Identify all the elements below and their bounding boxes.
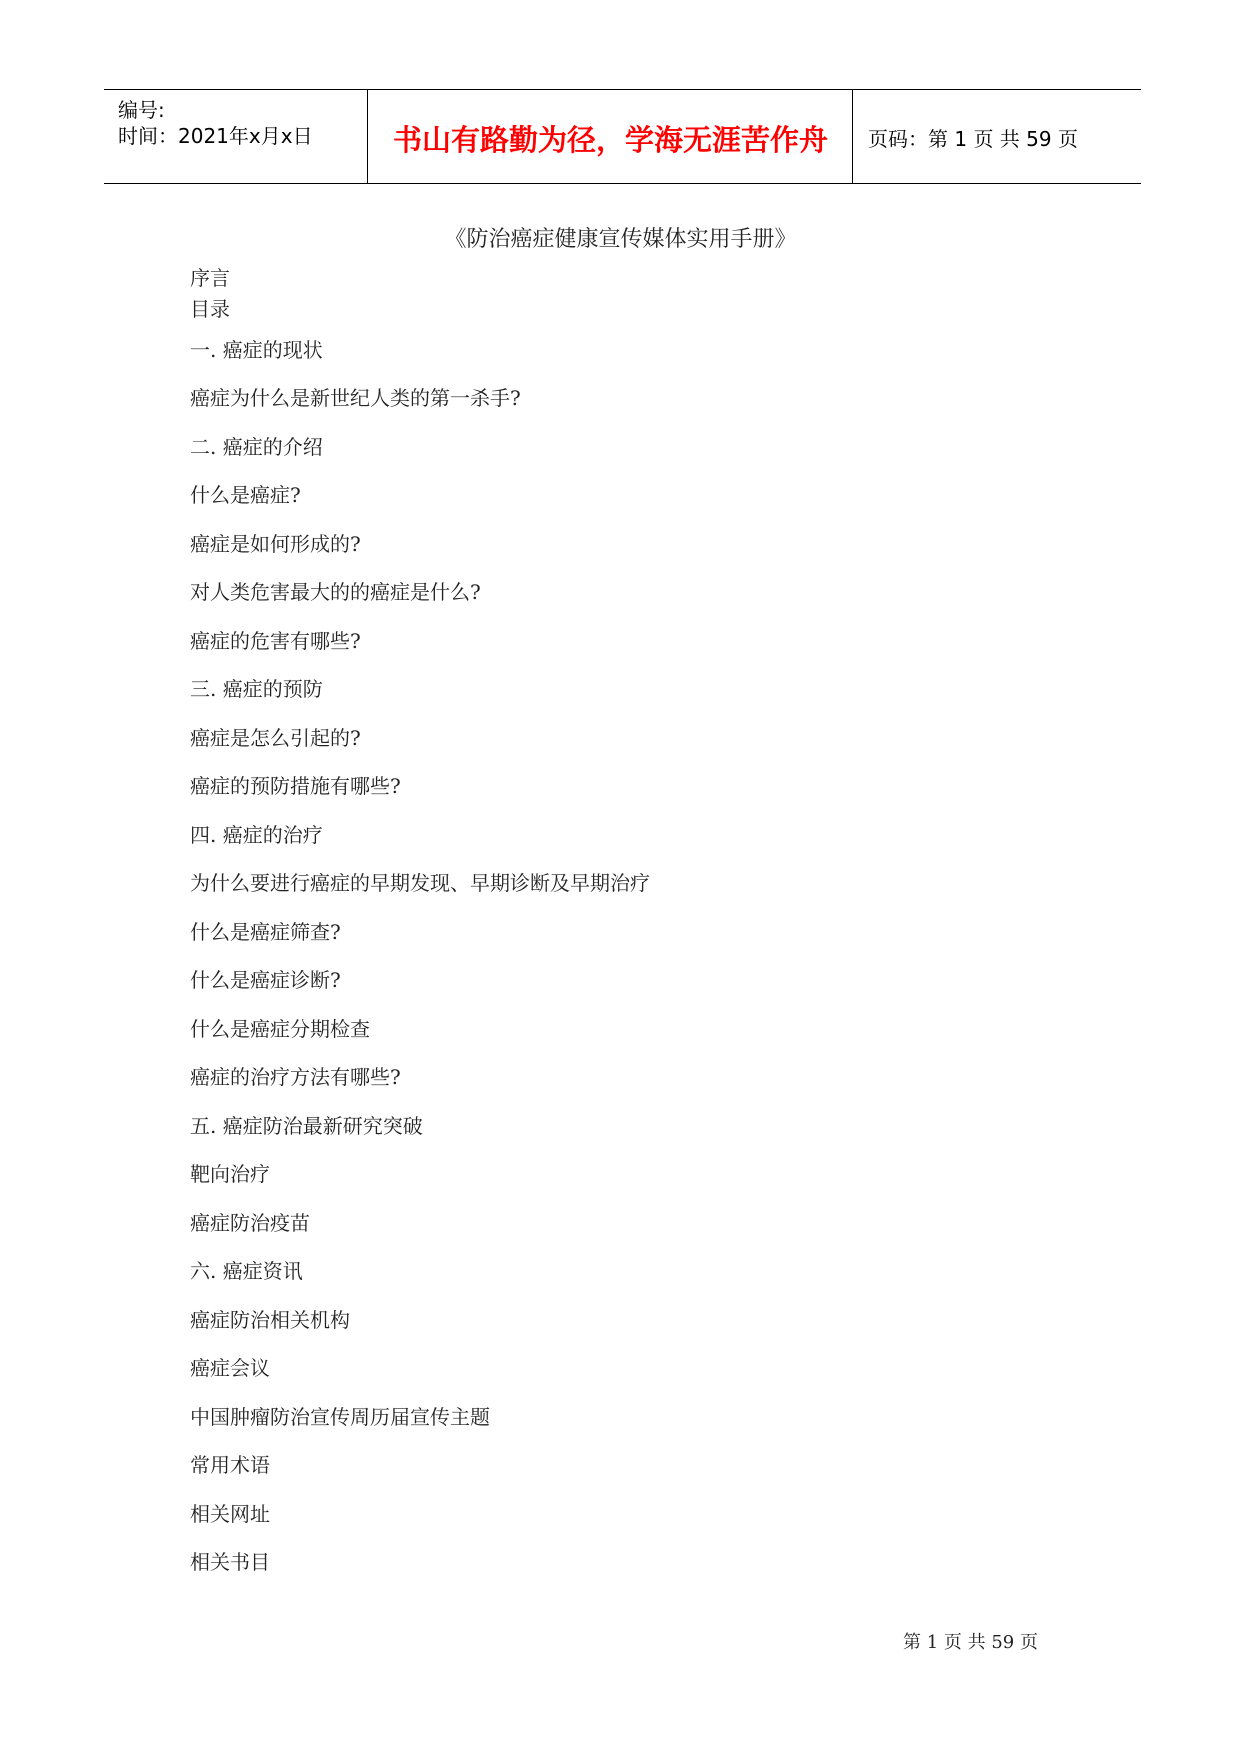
toc-item: 什么是癌症诊断? bbox=[190, 968, 341, 992]
toc-section-heading: 六. 癌症资讯 bbox=[190, 1259, 303, 1283]
toc-item: 相关网址 bbox=[190, 1502, 270, 1526]
header-motto-cell bbox=[369, 90, 853, 183]
toc-item: 为什么要进行癌症的早期发现、早期诊断及早期治疗 bbox=[190, 871, 650, 895]
header-info-cell bbox=[104, 90, 368, 183]
footer-page-number: 第 1 页 共 59 页 bbox=[903, 1632, 1038, 1653]
toc-item: 中国肿瘤防治宣传周历届宣传主题 bbox=[190, 1405, 490, 1429]
toc-contents: 目录 bbox=[190, 297, 230, 321]
header-motto: 书山有路勤为径，学海无涯苦作舟 bbox=[392, 123, 828, 157]
document-date: 时间：2021年x月x日 bbox=[118, 124, 313, 148]
toc-item: 癌症是如何形成的? bbox=[190, 532, 361, 556]
toc-item: 癌症为什么是新世纪人类的第一杀手? bbox=[190, 386, 521, 410]
toc-section-heading: 三. 癌症的预防 bbox=[190, 677, 323, 701]
toc-preface: 序言 bbox=[190, 266, 230, 290]
document-number-label: 编号: bbox=[118, 98, 165, 122]
toc-item: 癌症防治疫苗 bbox=[190, 1211, 310, 1235]
toc-item: 癌症的预防措施有哪些? bbox=[190, 774, 401, 798]
header-page-code: 页码：第 1 页 共 59 页 bbox=[868, 127, 1078, 151]
toc-item: 癌症的危害有哪些? bbox=[190, 629, 361, 653]
toc-item: 相关书目 bbox=[190, 1550, 270, 1574]
toc-item: 常用术语 bbox=[190, 1453, 270, 1477]
toc-section-heading: 四. 癌症的治疗 bbox=[190, 823, 323, 847]
toc-item: 癌症会议 bbox=[190, 1356, 270, 1380]
document-header-table bbox=[104, 89, 1141, 184]
header-page-cell bbox=[854, 90, 1141, 183]
toc-item: 对人类危害最大的的癌症是什么? bbox=[190, 580, 481, 604]
toc-item: 癌症的治疗方法有哪些? bbox=[190, 1065, 401, 1089]
toc-section-heading: 一. 癌症的现状 bbox=[190, 338, 323, 362]
toc-section-heading: 五. 癌症防治最新研究突破 bbox=[190, 1114, 423, 1138]
toc-item: 癌症防治相关机构 bbox=[190, 1308, 350, 1332]
toc-item: 什么是癌症? bbox=[190, 483, 301, 507]
document-title: 《防治癌症健康宣传媒体实用手册》 bbox=[444, 227, 797, 252]
toc-item: 靶向治疗 bbox=[190, 1162, 270, 1186]
toc-item: 什么是癌症分期检查 bbox=[190, 1017, 370, 1041]
toc-section-heading: 二. 癌症的介绍 bbox=[190, 435, 323, 459]
toc-item: 癌症是怎么引起的? bbox=[190, 726, 361, 750]
toc-item: 什么是癌症筛查? bbox=[190, 920, 341, 944]
